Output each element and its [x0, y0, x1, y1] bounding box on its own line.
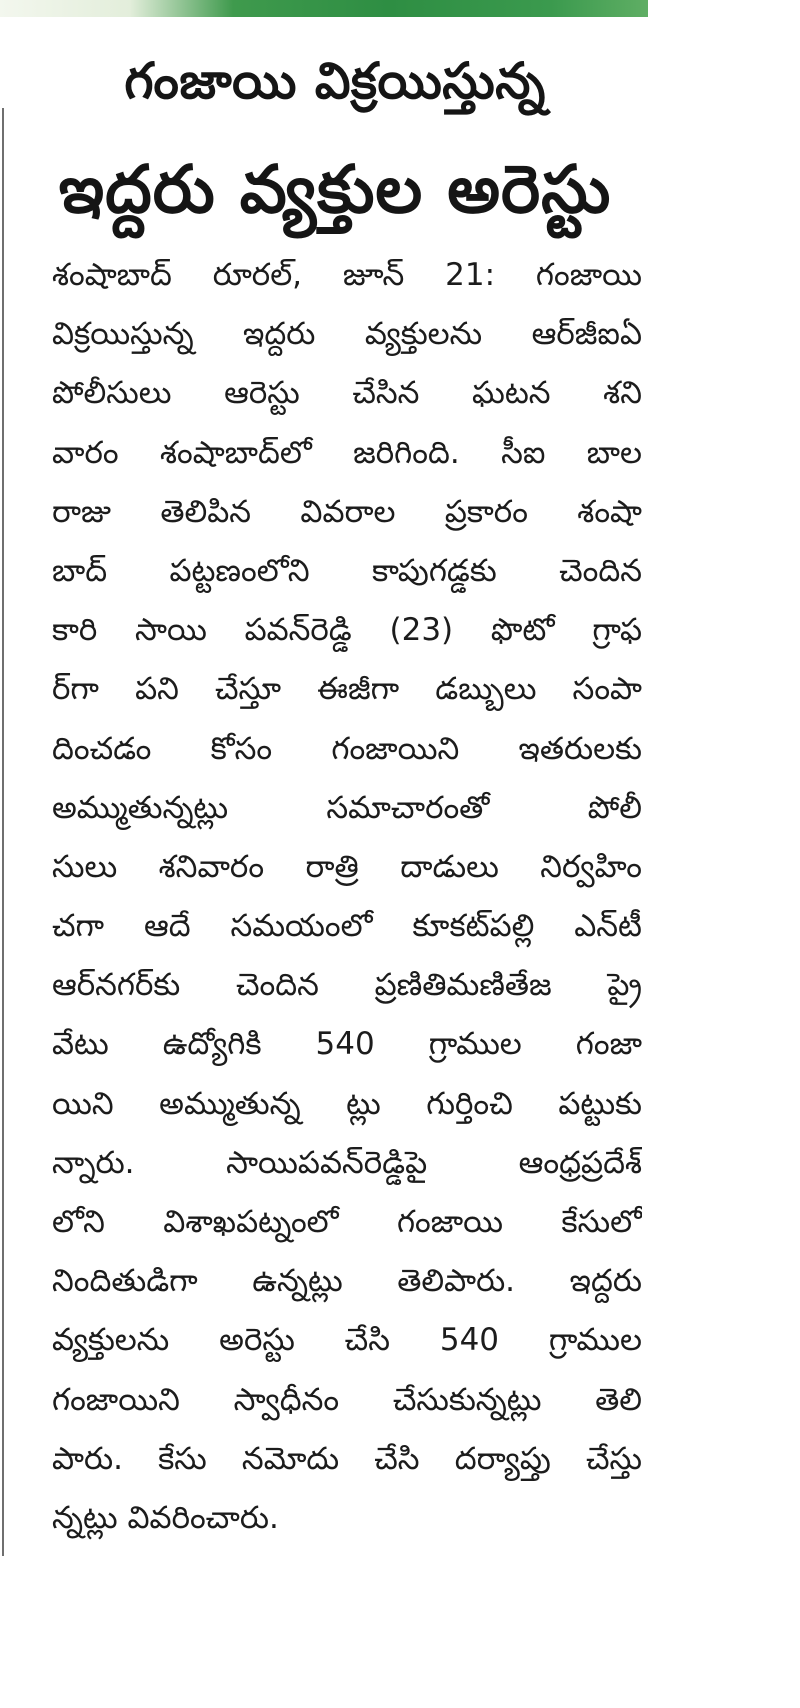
article-body-line: ఆర్‌నగర్‌కు చెందిన ప్రణితిమణితేజ ప్రై: [52, 967, 642, 1004]
article-body-line: చగా ఆదే సమయంలో కూకట్‌పల్లి ఎన్‌టీ: [52, 908, 642, 945]
article-body-line: న్నట్లు వివరించారు.: [52, 1499, 279, 1536]
article-body-line: యిని అమ్ముతున్న ట్లు గుర్తించి పట్టుకు: [52, 1085, 642, 1122]
article-body-line: దించడం కోసం గంజాయిని ఇతరులకు: [52, 730, 642, 767]
article-body-line: వ్యక్తులను అరెస్టు చేసి 540 గ్రాముల: [52, 1322, 642, 1359]
headline-line-2: ఇద్దరు వ్యక్తుల అరెస్టు: [58, 151, 612, 228]
article-body-line: శంషాబాద్ రూరల్, జూన్ 21: గంజాయి: [52, 257, 642, 293]
article-body-line: విక్రయిస్తున్న ఇద్దరు వ్యక్తులను ఆర్‌జీఐఏ: [52, 316, 642, 353]
article-body-line: వారం శంషాబాద్‌లో జరిగింది. సీఐ బాల: [52, 434, 642, 471]
article-body-line: గంజాయిని స్వాధీనం చేసుకున్నట్లు తెలి: [52, 1381, 642, 1418]
article-body-line: బాద్ పట్టణంలోని కాపుగడ్డకు చెందిన: [52, 552, 642, 589]
article-body-line: కారి సాయి పవన్‌రెడ్డి (23) ఫొటో గ్రాఫ: [52, 612, 642, 649]
top-color-strip: [0, 0, 648, 17]
article-body-line: లోని విశాఖపట్నంలో గంజాయి కేసులో: [52, 1204, 642, 1240]
article-body-line: ర్‌గా పని చేస్తూ ఈజీగా డబ్బులు సంపా: [52, 671, 642, 708]
column-divider: [2, 108, 4, 1556]
article-body-line: సులు శనివారం రాత్రి దాడులు నిర్వహిం: [52, 848, 642, 885]
article-body-line: పారు. కేసు నమోదు చేసి దర్యాప్తు చేస్తు: [52, 1440, 642, 1477]
headline-line-1: గంజాయి విక్రయిస్తున్న: [124, 52, 546, 110]
article-body-line: న్నారు. సాయిపవన్‌రెడ్డిపై ఆంధ్రప్రదేశ్: [52, 1144, 642, 1181]
article-body-line: అమ్ముతున్నట్లు సమాచారంతో పోలీ: [52, 789, 642, 826]
article-body-line: రాజు తెలిపిన వివరాల ప్రకారం శంషా: [52, 493, 642, 530]
article-body-line: పోలీసులు ఆరెస్టు చేసిన ఘటన శని: [52, 375, 642, 412]
article-body: [52, 246, 642, 1548]
article-body-line: వేటు ఉద్యోగికి 540 గ్రాముల గంజా: [52, 1026, 642, 1063]
article-body-line: నిందితుడిగా ఉన్నట్లు తెలిపారు. ఇద్దరు: [52, 1263, 642, 1300]
